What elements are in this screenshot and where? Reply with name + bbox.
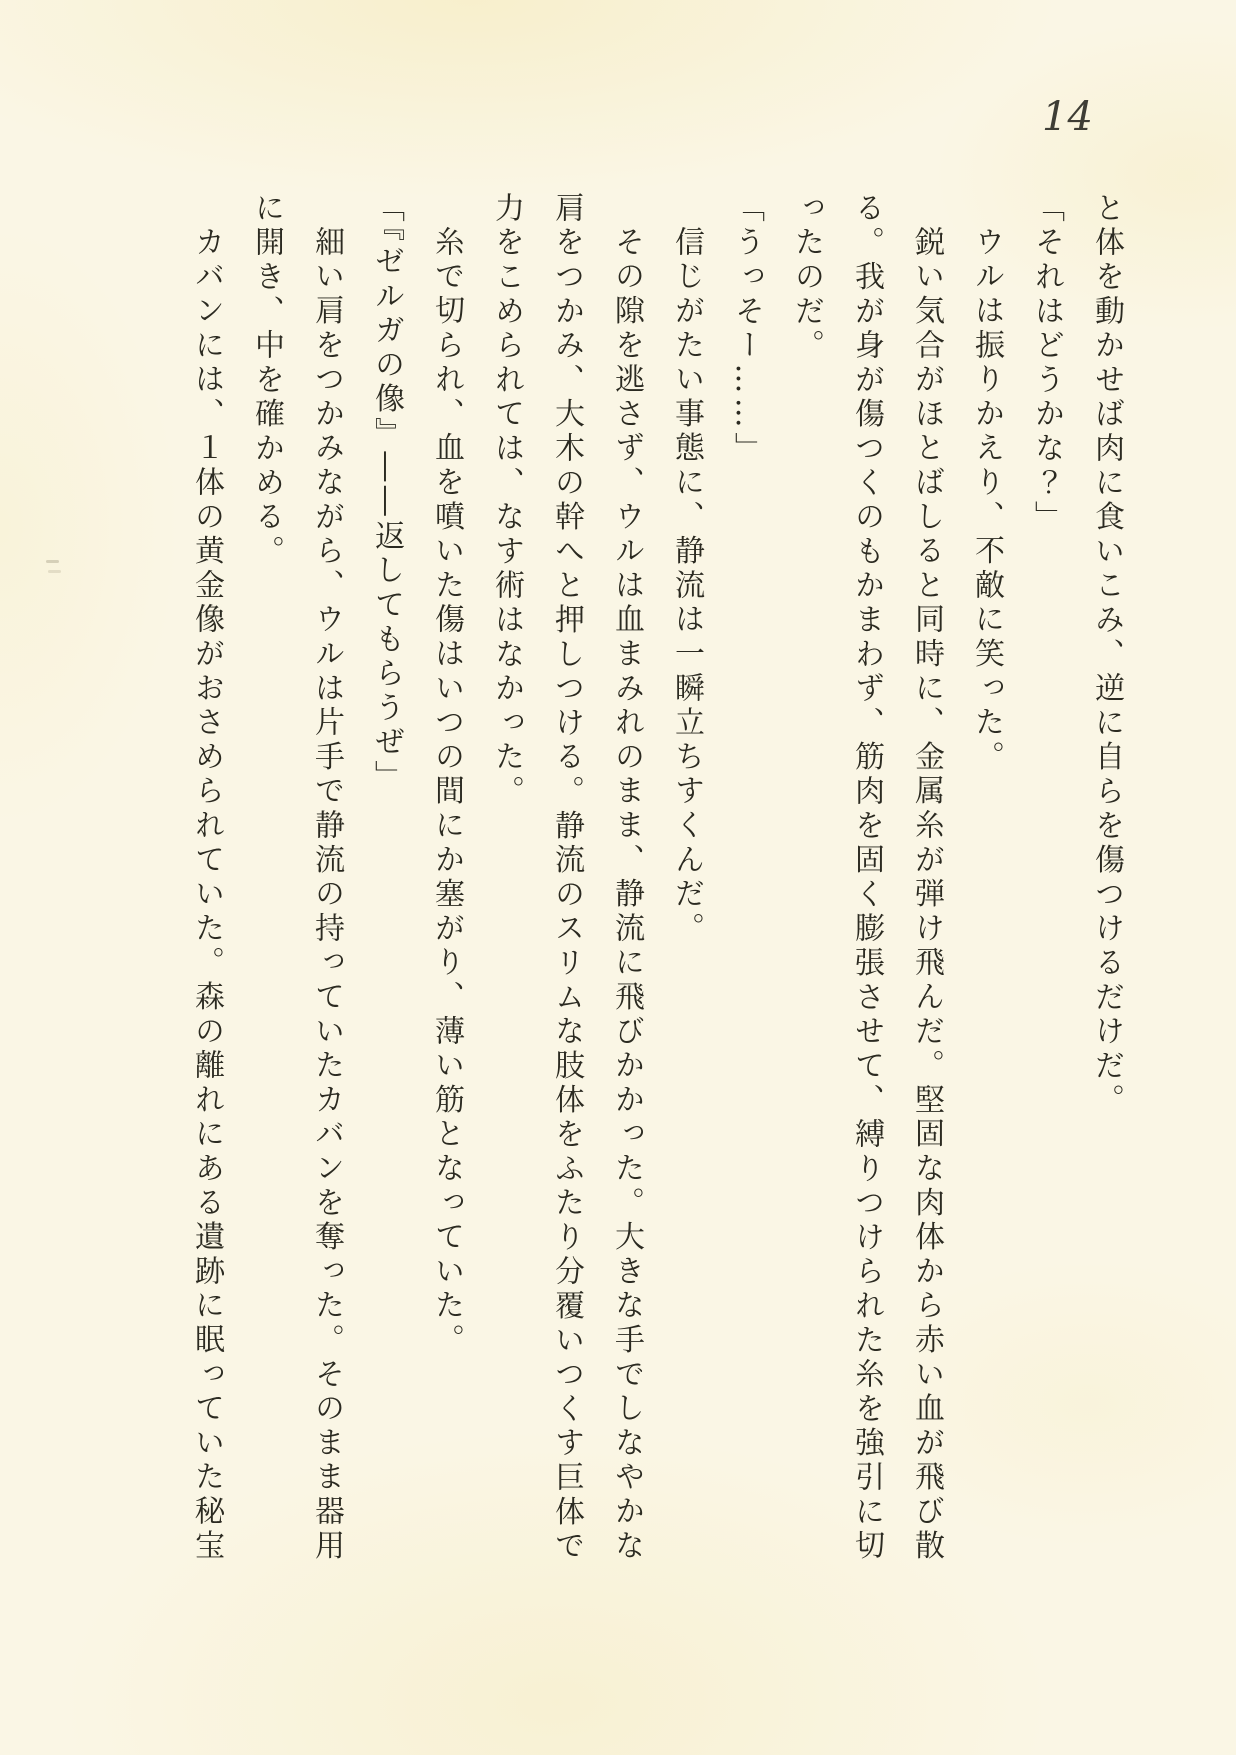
paper-speck [46, 560, 59, 563]
paragraph: 鋭い気合がほとばしると同時に、金属糸が弾け飛んだ。堅固な肉体から赤い血が飛び散る。我が身が傷つくのもかまわず、筋肉を固く膨張させて、縛りつけられた糸を強引に切ったのだ。 [789, 192, 944, 1564]
dialogue-paragraph: 「『ゼルガの像』――返してもらうぜ」 [369, 192, 404, 795]
paragraph: カバンには、１体の黄金像がおさめられていた。森の離れにある遺跡に眠っていた秘宝 [189, 226, 224, 1564]
paragraph: その隙を逃さず、ウルは血まみれのまま、静流に飛びかかった。大きな手でしなやかな肩をつかみ、大木の幹へと押しつける。静流のスリムな肢体をふたり分覆いつくす巨体で力をこめられては、なす術はなかった。 [489, 192, 644, 1564]
paragraph: ウルは振りかえり、不敵に笑った。 [969, 226, 1004, 776]
dialogue-paragraph: 「うっそー……」 [729, 192, 764, 467]
paragraph: 細い肩をつかみながら、ウルは片手で静流の持っていたカバンを奪った。そのまま器用に開き、中を確かめる。 [249, 192, 344, 1564]
page-number: 14 [1042, 94, 1093, 140]
paragraph: と体を動かせば肉に食いこみ、逆に自らを傷つけるだけだ。 [1089, 192, 1124, 1119]
paragraph: 糸で切られ、血を噴いた傷はいつの間にか塞がり、薄い筋となっていた。 [429, 226, 464, 1359]
dialogue-paragraph: 「それはどうかな？」 [1029, 192, 1064, 535]
paragraph: 信じがたい事態に、静流は一瞬立ちすくんだ。 [669, 226, 704, 947]
page-text-block [176, 192, 1136, 1568]
